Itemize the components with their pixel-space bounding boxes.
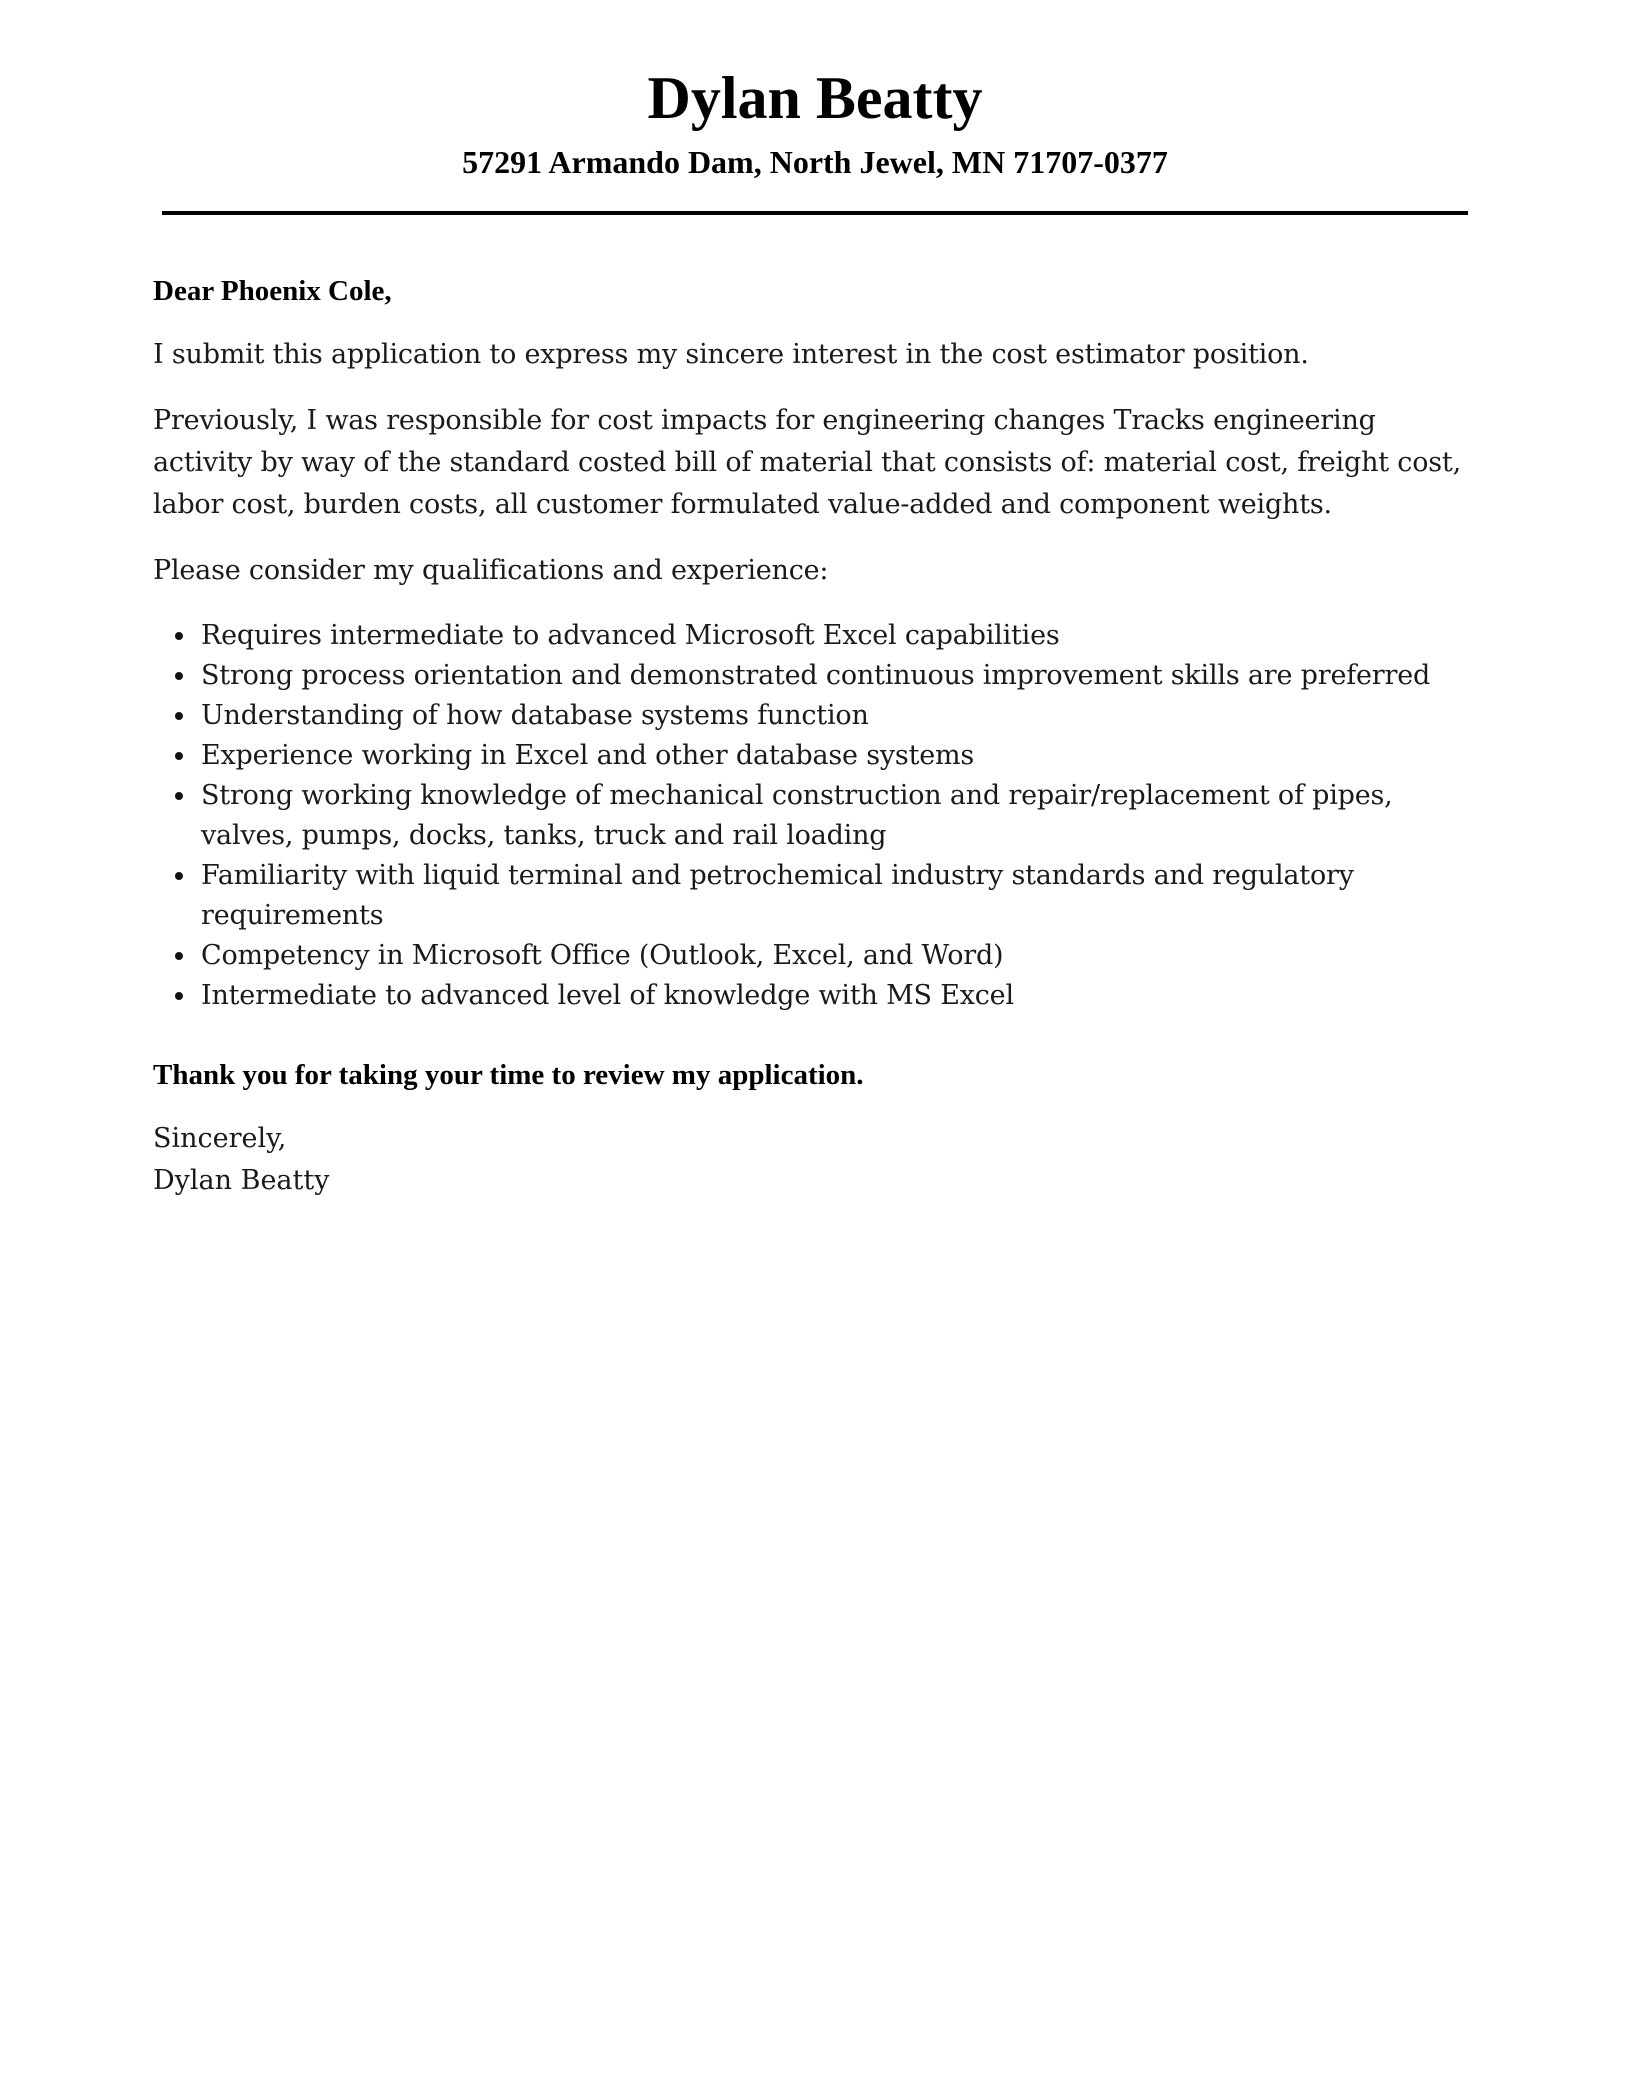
applicant-address: 57291 Armando Dam, North Jewel, MN 71707-0377 <box>462 144 1168 180</box>
list-item-text: Strong process orientation and demonstrated continuous improvement skills are preferred <box>201 660 1431 691</box>
list-item <box>201 856 1483 936</box>
list-item-text: Familiarity with liquid terminal and petrochemical industry standards and regulatory requirements <box>201 860 1354 931</box>
intro-paragraph: I submit this application to express my sincere interest in the cost estimator position. <box>153 339 1309 370</box>
bullet-icon <box>175 672 183 680</box>
list-item-text: Intermediate to advanced level of knowledge with MS Excel <box>201 980 1014 1011</box>
list-item-text: Competency in Microsoft Office (Outlook, Excel, and Word) <box>201 940 1004 971</box>
bullet-icon <box>175 952 183 960</box>
letter-body <box>153 270 1483 1202</box>
bullet-icon <box>175 712 183 720</box>
experience-paragraph: Previously, I was responsible for cost impacts for engineering changes Tracks engineering activity by way of the standard costed bill of material that consists of: material cost, freight cost, labor cost, burden costs, all customer formulated value-added and component weights. <box>153 405 1461 520</box>
bullet-icon <box>175 632 183 640</box>
thank-you-line: Thank you for taking your time to review my application. <box>153 1059 864 1091</box>
bullet-icon <box>175 792 183 800</box>
list-item-text: Experience working in Excel and other database systems <box>201 740 975 771</box>
list-item <box>201 656 1483 696</box>
list-item-text: Understanding of how database systems function <box>201 700 869 731</box>
list-item <box>201 616 1483 656</box>
bullet-icon <box>175 872 183 880</box>
qualifications-lead-in: Please consider my qualifications and experience: <box>153 555 829 586</box>
applicant-name: Dylan Beatty <box>647 65 983 131</box>
header-divider <box>162 211 1468 215</box>
sign-off: Sincerely, <box>153 1123 287 1154</box>
letter-header <box>162 58 1468 180</box>
list-item <box>201 936 1483 976</box>
qualifications-list <box>153 616 1483 1016</box>
signature-name: Dylan Beatty <box>153 1165 330 1196</box>
list-item <box>201 696 1483 736</box>
list-item-text: Requires intermediate to advanced Microsoft Excel capabilities <box>201 620 1060 651</box>
list-item <box>201 976 1483 1016</box>
bullet-icon <box>175 752 183 760</box>
salutation: Dear Phoenix Cole, <box>153 275 392 307</box>
list-item <box>201 736 1483 776</box>
list-item <box>201 776 1483 856</box>
list-item-text: Strong working knowledge of mechanical construction and repair/replacement of pipes, valves, pumps, docks, tanks, truck and rail loading <box>201 780 1393 851</box>
bullet-icon <box>175 992 183 1000</box>
